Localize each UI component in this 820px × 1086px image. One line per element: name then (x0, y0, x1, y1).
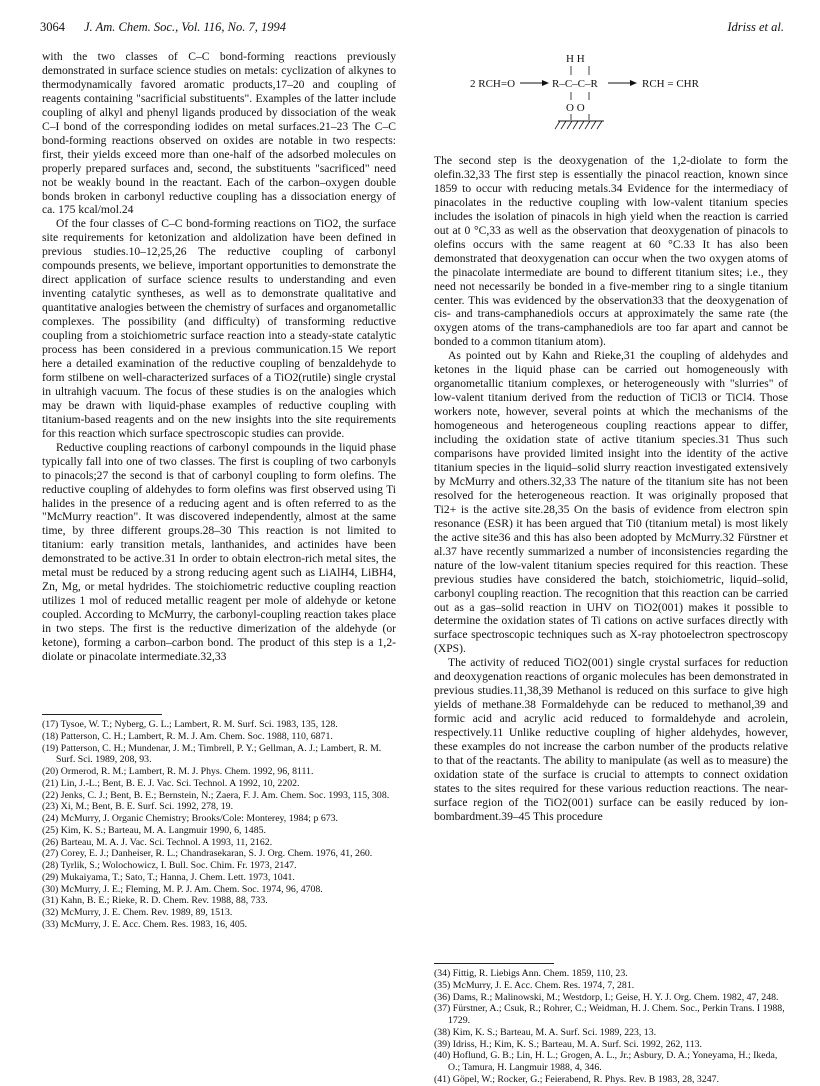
paragraph: The activity of reduced TiO2(001) single crystal surfaces for reduction and deoxygenation reactions of organic molecules has been demonstrated in previous studies.11,38,39 Methanol is reduced on this surface to give high yields of methane.38 Formaldehyde can be reduced to methanol,39 and formic acid and acrylic acid reduced to formaldehyde and acrolein, respectively.11 Unlike reductive coupling of higher aldehydes, however, these examples do not increase the carbon number of the products relative to that of the reactants. The ability to manipulate (as well as to measure) the oxidation state of the surface is crucial to attempts to connect oxidation states to the sites required for these various reduction reactions. The near-surface region of the TiO2(001) surface can be easily reduced by ion-bombardment.39–45 This procedure (434, 656, 788, 823)
scheme-intermediate: R–C–C–R (552, 78, 598, 90)
paragraph: Of the four classes of C–C bond-forming reactions on TiO2, the surface site requirements for ketonization and aldolization have been defined in previous studies.10–12,25,26 The reductive coupling of carbonyl compounds presents, we believe, important opportunities to demonstrate the direct application of surface science results to understanding and even inventing catalytic syntheses, as well as to demonstrate qualitative and quantitative analogies between the chemistry of surfaces and organometallic complexes. The possibility (and difficulty) of transforming reductive coupling from a stoichiometric surface reaction into a steady-state catalytic process has been considered in a previous communication.15 We report here a detailed examination of the reductive coupling of benzaldehyde to form stilbene on well-characterized surfaces of a TiO2(rutile) single crystal in ultrahigh vacuum. The focus of these studies is on the analogies which may be drawn with liquid-phase examples of reductive coupling with titanium-based reagents and on the new insights into the site requirements for this reaction which surface spectroscopic studies can provide. (42, 217, 396, 440)
scheme-product: RCH = CHR (642, 78, 699, 90)
page-header (40, 20, 784, 38)
reference: (28) Tyrlik, S.; Wolochowicz, I. Bull. Soc. Chim. Fr. 1973, 2147. (42, 860, 297, 871)
paragraph: with the two classes of C–C bond-forming reactions previously demonstrated in surface science studies on metals: cyclization of alkynes to thermodynamically favored aromatic products,17–20 and coupling of reagents containing "sacrificial substituents". Examples of the latter include coupling of alkyl and phenyl ligands produced by dissociation of the weak C–I bond of the corresponding iodides on metal surfaces.21–23 The C–C bond-forming reactions observed on oxides are notable in two respects: first, their yields exceed more than one-half of the adsorbed molecules on properly prepared surfaces and, second, the substituents "sacrificed" need not be weakly bound in the reactant. Each of the carbon–oxygen double bonds broken in carbonyl reductive coupling has a dissociation energy of ca. 175 kcal/mol.24 (42, 50, 396, 217)
left-column (42, 50, 396, 664)
reference: (20) Ormerod, R. M.; Lambert, R. M. J. Phys. Chem. 1992, 96, 8111. (42, 766, 314, 777)
running-author: Idriss et al. (727, 20, 784, 34)
paragraph: Reductive coupling reactions of carbonyl compounds in the liquid phase typically fall into one of two classes. The first is coupling of two carbonyls to pinacols;27 the second is that of carbonyl coupling to form olefins. The reductive coupling of aldehydes to form olefins was first observed using Ti halides in the presence of a reducing agent and is often referred to as the "McMurry reaction". It was discovered independently, almost at the same time, by three different groups.28–30 This reaction is not limited to titanium: early transition metals, lanthanides, and actinides have been demonstrated to be active.31 In order to obtain electron-rich metal sites, the metal must be reduced by a strong reducing agent such as LiAlH4, LiBH4, Zn, Mg, or metal hydrides. The stoichiometric reductive coupling reaction utilizes 1 mol of reduced metallic reagent per mole of aldehyde or ketone coupled. According to McMurry, the carbonyl-coupling reaction takes place in two steps. The first is the reductive dimerization of the aldehyde (or ketone), forming a carbon–carbon bond. The product of this step is a 1,2-diolate or pinacolate intermediate.32,33 (42, 440, 396, 663)
reference: (27) Corey, E. J.; Danheiser, R. L.; Chandrasekaran, S. J. Org. Chem. 1976, 41, 260. (42, 848, 373, 860)
footnote-rule (434, 963, 554, 964)
reaction-scheme-graphic (470, 48, 770, 148)
scheme-hydrogens: H H (566, 53, 585, 65)
paragraph: As pointed out by Kahn and Rieke,31 the coupling of aldehydes and ketones in the liquid phase can be carried out homogeneously with organometallic titanium complexes, or heterogeneously with "slurries" of low-valent titanium derived from the reduction of TiCl3 or TiCl4. Those workers note, however, several points at which the mechanisms of the homogeneous and heterogeneous coupling reactions appear to differ, including the oxidation state of active titanium species.31 Thus such comparisons have provided limited insight into the identity of the active titanium species in the liquid–solid slurry reaction investigated extensively by McMurry and others.32,33 The nature of the titanium site has not been resolved for the heterogeneous reaction. It was originally proposed that Ti2+ is the active site.28,35 On the basis of evidence from electron spin resonance (ESR) it has been argued that Ti0 (titanium metal) is most likely the active site36 and this has also been adopted by McMurry.32 Fürstner et al.37 have recently summarized a number of inconsistencies regarding the nature of the low-valent titanium species required for this reaction. These previous studies have considered the batch, stoichiometric, liquid–solid, carbonyl coupling reaction. The recognition that this reaction can be carried out as a gas–solid reaction in UHV on TiO2(001) makes it possible to determine the oxidation states of Ti cations on active surfaces directly with surface spectroscopic techniques such as X-ray photoelectron spectroscopy (XPS). (434, 349, 788, 656)
reference: (40) Hoflund, G. B.; Lin, H. L.; Grogen, A. L., Jr.; Asbury, D. A.; Yoneyama, H.; Ikeda, O.; Tamura, H. Langmuir 1988, 4, 346. (434, 1050, 778, 1073)
reaction-scheme (470, 48, 770, 148)
reference: (39) Idriss, H.; Kim, K. S.; Barteau, M. A. Surf. Sci. 1992, 262, 113. (434, 1038, 702, 1050)
reference: (24) McMurry, J. Organic Chemistry; Brooks/Cole: Monterey, 1984; p 673. (42, 813, 338, 824)
reference: (34) Fittig, R. Liebigs Ann. Chem. 1859, 110, 23. (434, 968, 628, 979)
reference: (29) Mukaiyama, T.; Sato, T.; Hanna, J. Chem. Lett. 1973, 1041. (42, 871, 295, 883)
reference: (36) Dams, R.; Malinowski, M.; Westdorp, I.; Geise, H. Y. J. Org. Chem. 1982, 47, 248. (434, 991, 779, 1003)
paragraph: The second step is the deoxygenation of the 1,2-diolate to form the olefin.32,33 The first step is essentially the pinacol reaction, known since 1859 to occur with reducing metals.34 Evidence for the intermediacy of pinacolates in the reductive coupling with low-valent titanium species includes the isolation of pinacols in high yield when the reaction is carried out at 0 °C,33 as well as the observation that deoxygenation of pinacols to olefins occurs with the same reagent at 60 °C.33 It has also been demonstrated that deoxygenation can occur when the two oxygen atoms of the pinacolate intermediate are bound to different titanium sites; i.e., they need not necessarily be bonded in a five-member ring to a single titanium center. This was evidenced by the observation33 that the deoxygenation of cis- and trans-camphanediols occurs at approximately the same rate (the oxygen atoms of the trans-camphanediols are too far apart and cannot be bonded to a common titanium atom). (434, 154, 788, 349)
reference: (19) Patterson, C. H.; Mundenar, J. M.; Timbrell, P. Y.; Gellman, A. J.; Lambert, R. M. Surf. Sci. 1989, 208, 93. (42, 742, 382, 766)
reference: (22) Jenks, C. J.; Bent, B. E.; Bernstein, N.; Zaera, F. J. Am. Chem. Soc. 1993, 115, 308. (42, 789, 390, 801)
reference: (23) Xi, M.; Bent, B. E. Surf. Sci. 1992, 278, 19. (42, 801, 234, 813)
reference: (32) McMurry, J. E. Chem. Rev. 1989, 89, 1513. (42, 907, 233, 918)
scheme-reactant: 2 RCH=O (470, 78, 516, 90)
reference: (33) McMurry, J. E. Acc. Chem. Res. 1983, 16, 405. (42, 918, 248, 930)
reference: (18) Patterson, C. H.; Lambert, R. M. J. Am. Chem. Soc. 1988, 110, 6871. (42, 730, 333, 742)
reference: (25) Kim, K. S.; Barteau, M. A. Langmuir 1990, 6, 1485. (42, 824, 266, 836)
footnote-rule (42, 714, 162, 715)
surface-hatching (555, 121, 602, 129)
reference: (21) Lin, J.-L.; Bent, B. E. J. Vac. Sci. Technol. A 1992, 10, 2202. (42, 777, 300, 789)
references-left (42, 714, 396, 931)
scheme-oxygens: O O (566, 102, 585, 114)
reference: (31) Kahn, B. E.; Rieke, R. D. Chem. Rev. 1988, 88, 733. (42, 895, 268, 907)
reference: (30) McMurry, J. E.; Fleming, M. P. J. Am. Chem. Soc. 1974, 96, 4708. (42, 883, 323, 895)
journal-citation: J. Am. Chem. Soc., Vol. 116, No. 7, 1994 (84, 20, 286, 34)
reference: (37) Fürstner, A.; Csuk, R.; Rohrer, C.; Weidman, H. J. Chem. Soc., Perkin Trans. I 1988, 1729. (434, 1003, 785, 1026)
reference: (38) Kim, K. S.; Barteau, M. A. Surf. Sci. 1989, 223, 13. (434, 1026, 657, 1038)
reference: (17) Tysoe, W. T.; Nyberg, G. L.; Lambert, R. M. Surf. Sci. 1983, 135, 128. (42, 719, 338, 730)
reference: (35) McMurry, J. E. Acc. Chem. Res. 1974, 7, 281. (434, 979, 635, 991)
page-number: 3064 (40, 20, 65, 34)
references-right (434, 963, 788, 1086)
reference: (41) Göpel, W.; Rocker, G.; Feierabend, R. Phys. Rev. B 1983, 28, 3247. (434, 1073, 719, 1085)
reference: (26) Barteau, M. A. J. Vac. Sci. Technol. A 1993, 11, 2162. (42, 836, 273, 848)
right-column (434, 154, 788, 824)
